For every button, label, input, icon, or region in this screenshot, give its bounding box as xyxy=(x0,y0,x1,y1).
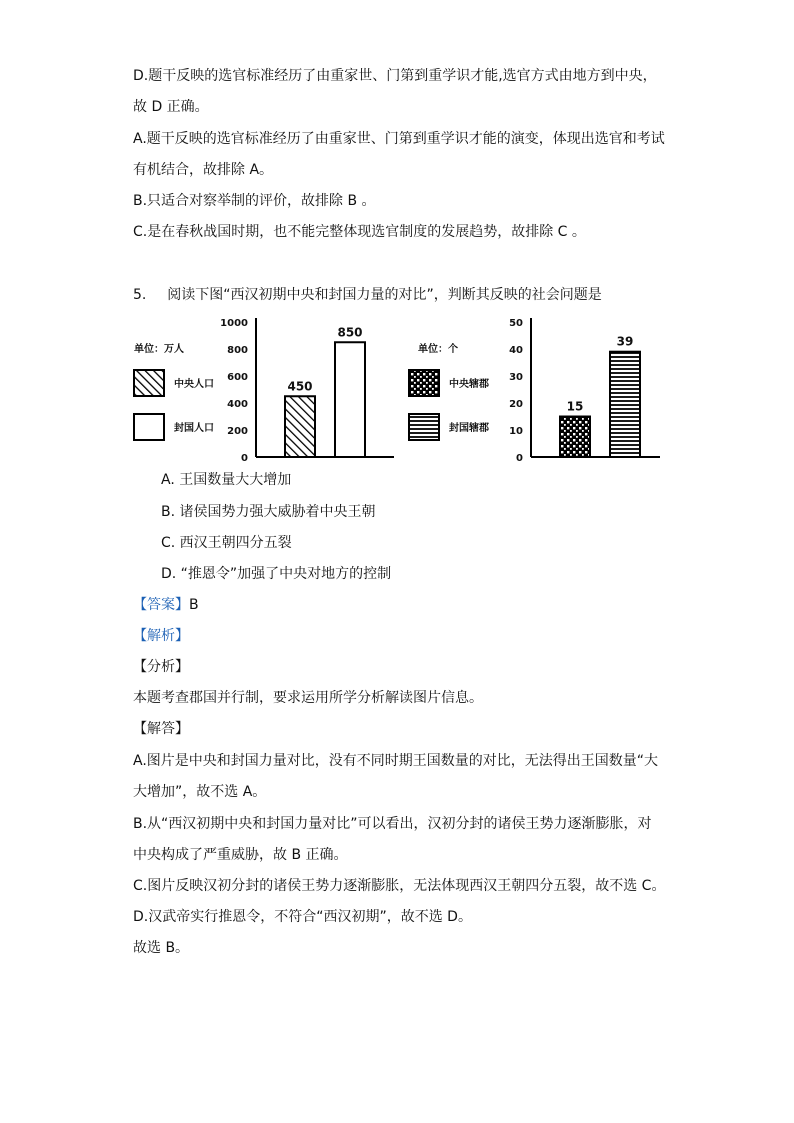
option-a[interactable]: A. 王国数量大大增加 xyxy=(161,472,292,488)
analysis-heading: 【解析】 xyxy=(133,628,189,644)
chart2-bar xyxy=(610,352,640,457)
answer-value: B xyxy=(189,597,199,613)
chart2-legend-central: 中央辖郡 xyxy=(449,379,489,390)
answer-line xyxy=(133,595,199,615)
analysis-line: A.题干反映的选官标准经历了由重家世、门第到重学识才能的演变，体现出选官和考试 xyxy=(133,131,665,147)
chart1-data-label: 850 xyxy=(337,325,363,340)
chart2-y-tick: 30 xyxy=(509,372,523,383)
fenxi-text: 本题考查郡国并行制，要求运用所学分析解读图片信息。 xyxy=(133,690,483,706)
question-number: 5. xyxy=(133,287,147,303)
fenxi-heading: 【分析】 xyxy=(133,659,189,675)
chart2-y-tick: 10 xyxy=(509,426,523,437)
chart2-legend-swatch-fief xyxy=(409,414,439,440)
chart2-y-tick: 0 xyxy=(516,453,523,462)
jieda-line: 中央构成了严重威胁，故 B 正确。 xyxy=(133,847,348,863)
chart2-legend-swatch-central xyxy=(409,370,439,396)
answer-label: 【答案】 xyxy=(133,597,189,613)
chart1-y-tick: 800 xyxy=(227,345,248,356)
chart1-legend-swatch-central xyxy=(134,370,164,396)
option-b[interactable]: B. 诸侯国势力强大威胁着中央王朝 xyxy=(161,504,376,520)
chart2-bar xyxy=(560,417,590,458)
jieda-line: A.图片是中央和封国力量对比，没有不同时期王国数量的对比，无法得出王国数量“大 xyxy=(133,753,659,769)
chart1-bar xyxy=(335,342,365,457)
chart1-y-tick: 400 xyxy=(227,399,248,410)
chart1-data-label: 450 xyxy=(287,379,313,394)
chart1-y-tick: 600 xyxy=(227,372,248,383)
jieda-line: 大增加”，故不选 A。 xyxy=(133,784,267,800)
analysis-line: 故 D 正确。 xyxy=(133,99,209,115)
chart1-y-tick: 1000 xyxy=(220,318,248,329)
chart1-unit-label: 单位：万人 xyxy=(134,344,184,355)
chart1-y-tick: 200 xyxy=(227,426,248,437)
option-c[interactable]: C. 西汉王朝四分五裂 xyxy=(161,535,292,551)
chart2-y-tick: 40 xyxy=(509,345,523,356)
jieda-heading: 【解答】 xyxy=(133,721,189,737)
chart1-y-tick: 0 xyxy=(241,453,248,462)
chart1-legend-central: 中央人口 xyxy=(174,379,214,390)
analysis-line: B.只适合对察举制的评价，故排除 B 。 xyxy=(133,193,376,209)
analysis-line: D.题干反映的选官标准经历了由重家世、门第到重学识才能,选官方式由地方到中央， xyxy=(133,68,657,84)
question-stem xyxy=(133,285,602,305)
jieda-line: D.汉武帝实行推恩令，不符合“西汉初期”，故不选 D。 xyxy=(133,909,472,925)
question-figure xyxy=(128,312,688,462)
analysis-line: 有机结合，故排除 A。 xyxy=(133,162,274,178)
analysis-line: C.是在春秋战国时期，也不能完整体现选官制度的发展趋势，故排除 C 。 xyxy=(133,224,586,240)
chart1-bar xyxy=(285,396,315,457)
jieda-line: 故选 B。 xyxy=(133,940,190,956)
chart2-data-label: 15 xyxy=(566,399,584,414)
jieda-line: C.图片反映汉初分封的诸侯王势力逐渐膨胀，无法体现西汉王朝四分五裂，故不选 C。 xyxy=(133,878,666,894)
chart1-legend-swatch-fief xyxy=(134,414,164,440)
jieda-line: B.从“西汉初期中央和封国力量对比”可以看出，汉初分封的诸侯王势力逐渐膨胀，对 xyxy=(133,816,652,832)
question-text: 阅读下图“西汉初期中央和封国力量的对比”，判断其反映的社会问题是 xyxy=(167,287,602,303)
chart2-legend-fief: 封国辖郡 xyxy=(449,423,489,434)
option-d[interactable]: D. “推恩令”加强了中央对地方的控制 xyxy=(161,566,392,582)
chart2-y-tick: 20 xyxy=(509,399,523,410)
chart1-legend-fief: 封国人口 xyxy=(174,423,214,434)
chart2-data-label: 39 xyxy=(616,334,634,349)
chart2-unit-label: 单位：个 xyxy=(418,344,458,355)
chart2-y-tick: 50 xyxy=(509,318,523,329)
